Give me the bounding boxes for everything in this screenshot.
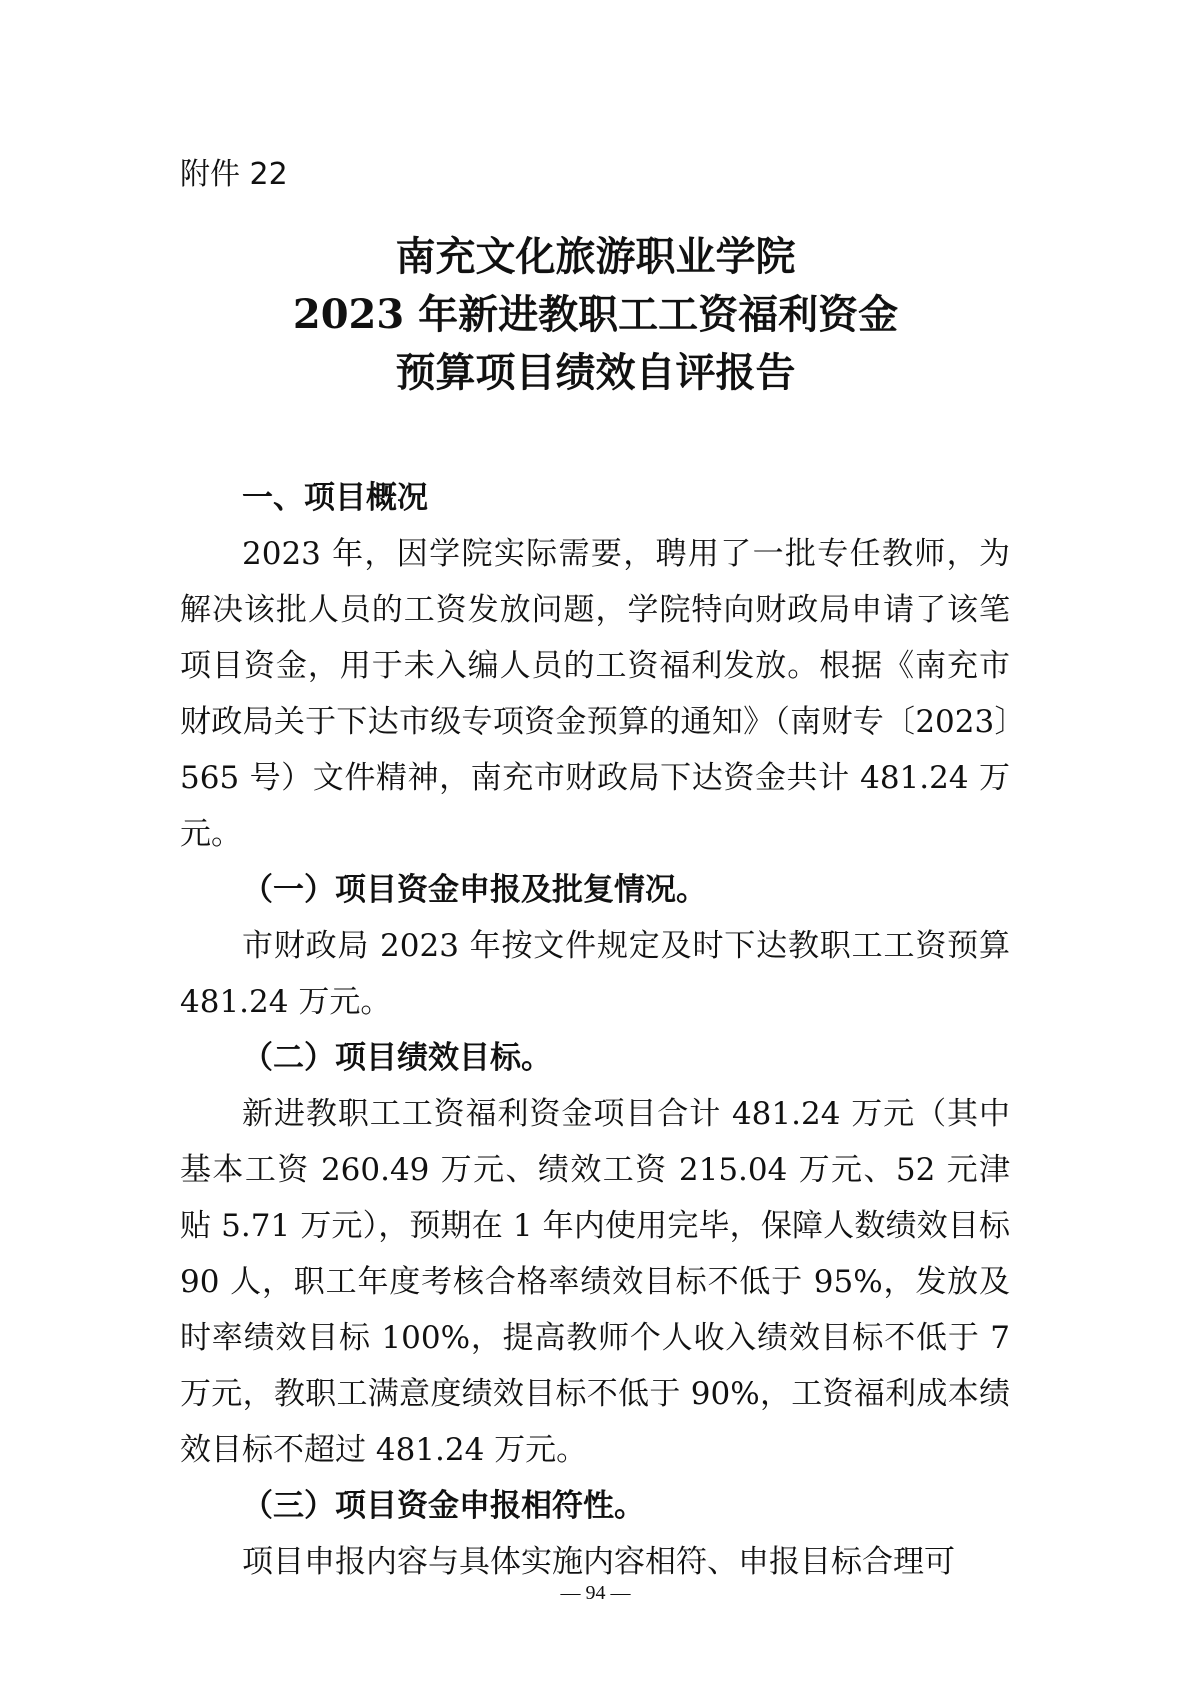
document-title	[0, 228, 1191, 402]
paragraph-subsection-2: 新进教职工工资福利资金项目合计 481.24 万元（其中基本工资 260.49 万元、绩效工资 215.04 万元、52 元津贴 5.71 万元），预期在 1 年内使用完毕，保障人数绩效目标 90 人，职工年度考核合格率绩效目标不低于 95%，发放及时率绩效目标 100%，提高教师个人收入绩效目标不低于 7 万元，教职工满意度绩效目标不低于 90%，工资福利成本绩效目标不超过 481.24 万元。	[180, 1096, 1010, 1468]
subsection-heading-2: （二）项目绩效目标。	[242, 1040, 552, 1076]
paragraph-subsection-1: 市财政局 2023 年按文件规定及时下达教职工工资预算 481.24 万元。	[180, 928, 1010, 1020]
title-line-3: 预算项目绩效自评报告	[395, 349, 796, 396]
title-line-2: 2023 年新进教职工工资福利资金	[292, 291, 899, 338]
attachment-label: 附件 22	[180, 157, 288, 192]
subsection-heading-3: （三）项目资金申报相符性。	[242, 1488, 645, 1524]
paragraph-subsection-3: 项目申报内容与具体实施内容相符、申报目标合理可	[242, 1544, 955, 1580]
title-line-1: 南充文化旅游职业学院	[395, 233, 796, 280]
subsection-heading-1: （一）项目资金申报及批复情况。	[242, 872, 707, 908]
paragraph-overview: 2023 年，因学院实际需要，聘用了一批专任教师，为解决该批人员的工资发放问题，学院特向财政局申请了该笔项目资金，用于未入编人员的工资福利发放。根据《南充市财政局关于下达市级专项资金预算的通知》（南财专〔2023〕565 号）文件精神，南充市财政局下达资金共计 481.24 万元。	[180, 536, 1010, 852]
page-number: — 94 —	[560, 1582, 631, 1604]
document-body	[180, 470, 1010, 1590]
section-heading-overview: 一、项目概况	[242, 480, 428, 516]
